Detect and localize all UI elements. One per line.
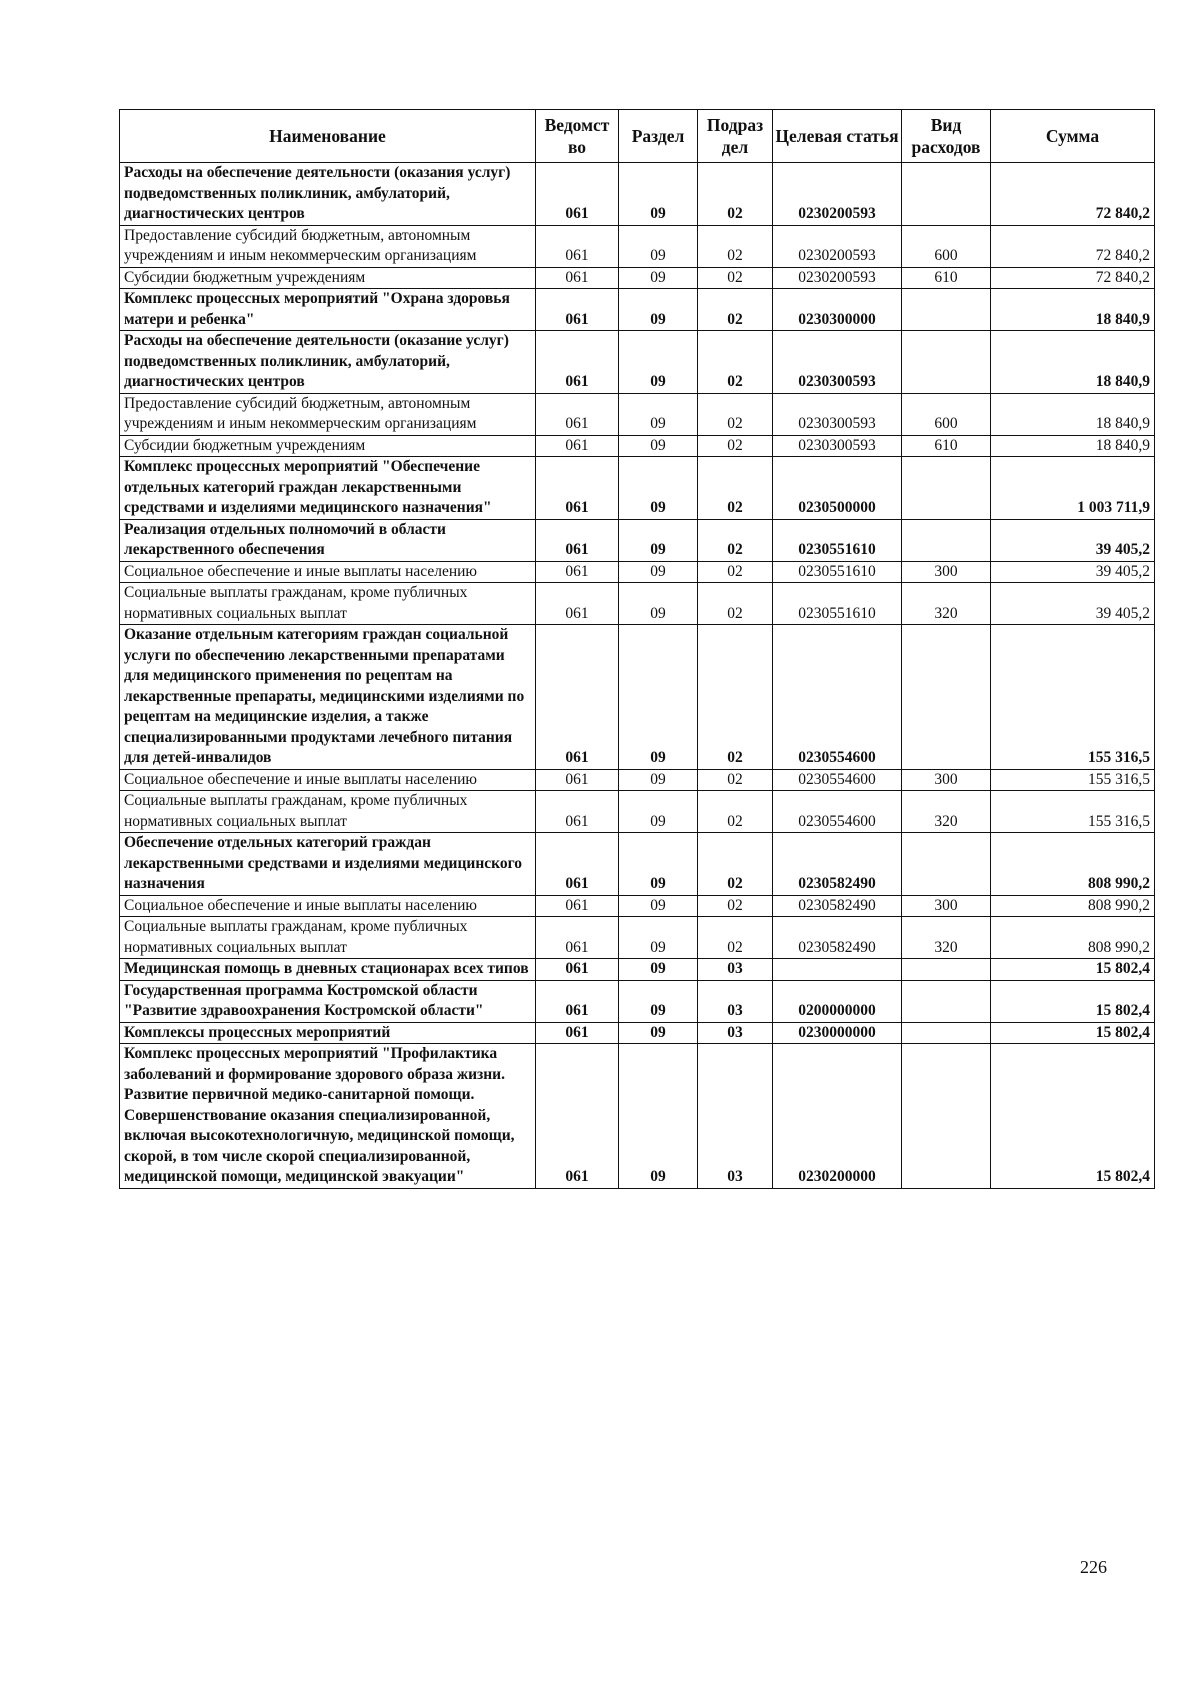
table-row — [120, 583, 1155, 625]
row-vid-raskhodov: 610 — [902, 435, 991, 457]
row-name: Социальные выплаты гражданам, кроме публичных нормативных социальных выплат — [120, 917, 536, 959]
table-row — [120, 331, 1155, 394]
row-podrazdel: 02 — [698, 917, 773, 959]
row-vedomstvo: 061 — [536, 519, 619, 561]
table-row — [120, 519, 1155, 561]
row-vedomstvo: 061 — [536, 625, 619, 770]
row-razdel: 09 — [619, 625, 698, 770]
row-summa: 15 802,4 — [991, 1022, 1155, 1044]
row-razdel: 09 — [619, 457, 698, 520]
table-row — [120, 917, 1155, 959]
row-name: Расходы на обеспечение деятельности (оказания услуг) подведомственных поликлиник, амбулаторий, диагностических центров — [120, 163, 536, 226]
table-row — [120, 289, 1155, 331]
row-celevaya-statya: 0230551610 — [773, 583, 902, 625]
table-row — [120, 267, 1155, 289]
row-summa: 15 802,4 — [991, 980, 1155, 1022]
row-vedomstvo: 061 — [536, 163, 619, 226]
row-podrazdel: 02 — [698, 393, 773, 435]
row-podrazdel: 02 — [698, 457, 773, 520]
row-summa: 39 405,2 — [991, 519, 1155, 561]
table-row — [120, 457, 1155, 520]
row-vedomstvo: 061 — [536, 225, 619, 267]
row-podrazdel: 03 — [698, 1044, 773, 1189]
row-celevaya-statya: 0230554600 — [773, 625, 902, 770]
row-celevaya-statya: 0230200593 — [773, 267, 902, 289]
row-name: Комплекс процессных мероприятий "Профилактика заболеваний и формирование здорового образа жизни. Развитие первичной медико-санитарной помощи. Совершенствование оказания специализированной, включая высокотехнологичную, медицинской помощи, скорой, в том числе скорой специализированной, медицинской помощи, медицинской эвакуации" — [120, 1044, 536, 1189]
row-vid-raskhodov — [902, 1044, 991, 1189]
table-row — [120, 163, 1155, 226]
header-vedomstvo: Ведомст во — [536, 110, 619, 163]
row-razdel: 09 — [619, 791, 698, 833]
row-podrazdel: 03 — [698, 959, 773, 981]
row-razdel: 09 — [619, 163, 698, 226]
row-name: Государственная программа Костромской области "Развитие здравоохранения Костромской области" — [120, 980, 536, 1022]
row-vedomstvo: 061 — [536, 833, 619, 896]
row-vid-raskhodov: 300 — [902, 769, 991, 791]
table-row — [120, 625, 1155, 770]
row-celevaya-statya: 0230200593 — [773, 225, 902, 267]
row-vedomstvo: 061 — [536, 457, 619, 520]
table-row — [120, 435, 1155, 457]
row-celevaya-statya: 0230500000 — [773, 457, 902, 520]
row-vid-raskhodov — [902, 980, 991, 1022]
row-podrazdel: 02 — [698, 833, 773, 896]
row-razdel: 09 — [619, 980, 698, 1022]
row-vid-raskhodov: 600 — [902, 225, 991, 267]
row-razdel: 09 — [619, 225, 698, 267]
table-row — [120, 1022, 1155, 1044]
row-celevaya-statya: 0230200000 — [773, 1044, 902, 1189]
row-vid-raskhodov — [902, 331, 991, 394]
row-name: Субсидии бюджетным учреждениям — [120, 267, 536, 289]
row-vid-raskhodov — [902, 163, 991, 226]
budget-table — [119, 109, 1155, 1189]
row-vedomstvo: 061 — [536, 1022, 619, 1044]
row-vedomstvo: 061 — [536, 267, 619, 289]
row-podrazdel: 02 — [698, 561, 773, 583]
row-name: Социальное обеспечение и иные выплаты населению — [120, 769, 536, 791]
header-podrazdel: Подраз дел — [698, 110, 773, 163]
row-celevaya-statya: 0230300000 — [773, 289, 902, 331]
row-razdel: 09 — [619, 435, 698, 457]
row-vid-raskhodov: 300 — [902, 895, 991, 917]
row-summa: 808 990,2 — [991, 833, 1155, 896]
table-row — [120, 769, 1155, 791]
row-vid-raskhodov: 300 — [902, 561, 991, 583]
row-razdel: 09 — [619, 519, 698, 561]
row-podrazdel: 03 — [698, 980, 773, 1022]
row-summa: 72 840,2 — [991, 267, 1155, 289]
row-razdel: 09 — [619, 393, 698, 435]
row-razdel: 09 — [619, 833, 698, 896]
row-vid-raskhodov — [902, 959, 991, 981]
page-number: 226 — [1080, 1557, 1107, 1577]
row-name: Социальное обеспечение и иные выплаты населению — [120, 895, 536, 917]
row-celevaya-statya: 0230582490 — [773, 895, 902, 917]
row-name: Реализация отдельных полномочий в области лекарственного обеспечения — [120, 519, 536, 561]
row-summa: 155 316,5 — [991, 769, 1155, 791]
row-razdel: 09 — [619, 895, 698, 917]
row-razdel: 09 — [619, 1022, 698, 1044]
row-summa: 155 316,5 — [991, 625, 1155, 770]
row-celevaya-statya: 0230200593 — [773, 163, 902, 226]
row-name: Обеспечение отдельных категорий граждан лекарственными средствами и изделиями медицинского назначения — [120, 833, 536, 896]
row-celevaya-statya: 0230582490 — [773, 833, 902, 896]
row-vid-raskhodov — [902, 289, 991, 331]
row-summa: 18 840,9 — [991, 331, 1155, 394]
header-vid-raskhodov: Вид расходов — [902, 110, 991, 163]
row-celevaya-statya: 0200000000 — [773, 980, 902, 1022]
table-row — [120, 1044, 1155, 1189]
row-name: Комплексы процессных мероприятий — [120, 1022, 536, 1044]
row-summa: 72 840,2 — [991, 225, 1155, 267]
row-razdel: 09 — [619, 583, 698, 625]
row-podrazdel: 02 — [698, 519, 773, 561]
row-podrazdel: 02 — [698, 331, 773, 394]
row-vedomstvo: 061 — [536, 1044, 619, 1189]
table-row — [120, 980, 1155, 1022]
row-celevaya-statya: 0230551610 — [773, 519, 902, 561]
row-vedomstvo: 061 — [536, 289, 619, 331]
row-vid-raskhodov — [902, 519, 991, 561]
row-celevaya-statya: 0230300593 — [773, 435, 902, 457]
row-vid-raskhodov — [902, 1022, 991, 1044]
row-podrazdel: 02 — [698, 163, 773, 226]
row-podrazdel: 02 — [698, 791, 773, 833]
row-razdel: 09 — [619, 289, 698, 331]
table-row — [120, 895, 1155, 917]
row-vedomstvo: 061 — [536, 393, 619, 435]
row-vid-raskhodov: 320 — [902, 583, 991, 625]
row-celevaya-statya: 0230554600 — [773, 769, 902, 791]
row-podrazdel: 03 — [698, 1022, 773, 1044]
row-celevaya-statya: 0230582490 — [773, 917, 902, 959]
row-razdel: 09 — [619, 1044, 698, 1189]
row-vedomstvo: 061 — [536, 959, 619, 981]
row-vid-raskhodov: 320 — [902, 917, 991, 959]
table-row — [120, 791, 1155, 833]
row-podrazdel: 02 — [698, 225, 773, 267]
table-header-row — [120, 110, 1155, 163]
row-name: Расходы на обеспечение деятельности (оказание услуг) подведомственных поликлиник, амбулаторий, диагностических центров — [120, 331, 536, 394]
row-summa: 15 802,4 — [991, 959, 1155, 981]
row-podrazdel: 02 — [698, 625, 773, 770]
table-row — [120, 225, 1155, 267]
row-razdel: 09 — [619, 267, 698, 289]
row-vedomstvo: 061 — [536, 895, 619, 917]
row-summa: 1 003 711,9 — [991, 457, 1155, 520]
row-summa: 15 802,4 — [991, 1044, 1155, 1189]
row-razdel: 09 — [619, 917, 698, 959]
header-razdel: Раздел — [619, 110, 698, 163]
row-vedomstvo: 061 — [536, 331, 619, 394]
table-row — [120, 561, 1155, 583]
row-name: Медицинская помощь в дневных стационарах всех типов — [120, 959, 536, 981]
row-razdel: 09 — [619, 331, 698, 394]
row-name: Социальное обеспечение и иные выплаты населению — [120, 561, 536, 583]
row-name: Комплекс процессных мероприятий "Охрана здоровья матери и ребенка" — [120, 289, 536, 331]
row-razdel: 09 — [619, 769, 698, 791]
row-vedomstvo: 061 — [536, 980, 619, 1022]
row-vid-raskhodov — [902, 833, 991, 896]
row-vid-raskhodov — [902, 457, 991, 520]
row-vid-raskhodov — [902, 625, 991, 770]
row-summa: 39 405,2 — [991, 583, 1155, 625]
row-name: Субсидии бюджетным учреждениям — [120, 435, 536, 457]
row-celevaya-statya: 0230554600 — [773, 791, 902, 833]
row-vid-raskhodov: 610 — [902, 267, 991, 289]
row-summa: 808 990,2 — [991, 895, 1155, 917]
budget-page — [119, 109, 1154, 1189]
row-vedomstvo: 061 — [536, 769, 619, 791]
row-summa: 155 316,5 — [991, 791, 1155, 833]
row-vedomstvo: 061 — [536, 561, 619, 583]
table-row — [120, 833, 1155, 896]
row-name: Комплекс процессных мероприятий "Обеспечение отдельных категорий граждан лекарственными средствами и изделиями медицинского назначения" — [120, 457, 536, 520]
row-podrazdel: 02 — [698, 267, 773, 289]
row-summa: 808 990,2 — [991, 917, 1155, 959]
header-summa: Сумма — [991, 110, 1155, 163]
table-row — [120, 959, 1155, 981]
row-razdel: 09 — [619, 959, 698, 981]
row-vedomstvo: 061 — [536, 791, 619, 833]
header-celevaya-statya: Целевая статья — [773, 110, 902, 163]
row-podrazdel: 02 — [698, 895, 773, 917]
row-celevaya-statya: 0230300593 — [773, 393, 902, 435]
row-vid-raskhodov: 320 — [902, 791, 991, 833]
row-celevaya-statya — [773, 959, 902, 981]
row-vedomstvo: 061 — [536, 435, 619, 457]
row-summa: 72 840,2 — [991, 163, 1155, 226]
row-summa: 18 840,9 — [991, 393, 1155, 435]
table-row — [120, 393, 1155, 435]
row-name: Предоставление субсидий бюджетным, автономным учреждениям и иным некоммерческим организациям — [120, 393, 536, 435]
row-celevaya-statya: 0230551610 — [773, 561, 902, 583]
row-name: Социальные выплаты гражданам, кроме публичных нормативных социальных выплат — [120, 583, 536, 625]
row-celevaya-statya: 0230300593 — [773, 331, 902, 394]
row-summa: 18 840,9 — [991, 435, 1155, 457]
row-name: Предоставление субсидий бюджетным, автономным учреждениям и иным некоммерческим организациям — [120, 225, 536, 267]
row-podrazdel: 02 — [698, 583, 773, 625]
row-razdel: 09 — [619, 561, 698, 583]
row-podrazdel: 02 — [698, 769, 773, 791]
row-podrazdel: 02 — [698, 435, 773, 457]
row-name: Оказание отдельным категориям граждан социальной услуги по обеспечению лекарственными препаратами для медицинского применения по рецептам на лекарственные препараты, медицинскими изделиями по рецептам на медицинские изделия, а также специализированными продуктами лечебного питания для детей-инвалидов — [120, 625, 536, 770]
header-name: Наименование — [120, 110, 536, 163]
row-vedomstvo: 061 — [536, 917, 619, 959]
row-vid-raskhodov: 600 — [902, 393, 991, 435]
row-summa: 39 405,2 — [991, 561, 1155, 583]
row-celevaya-statya: 0230000000 — [773, 1022, 902, 1044]
row-vedomstvo: 061 — [536, 583, 619, 625]
row-podrazdel: 02 — [698, 289, 773, 331]
row-name: Социальные выплаты гражданам, кроме публичных нормативных социальных выплат — [120, 791, 536, 833]
row-summa: 18 840,9 — [991, 289, 1155, 331]
